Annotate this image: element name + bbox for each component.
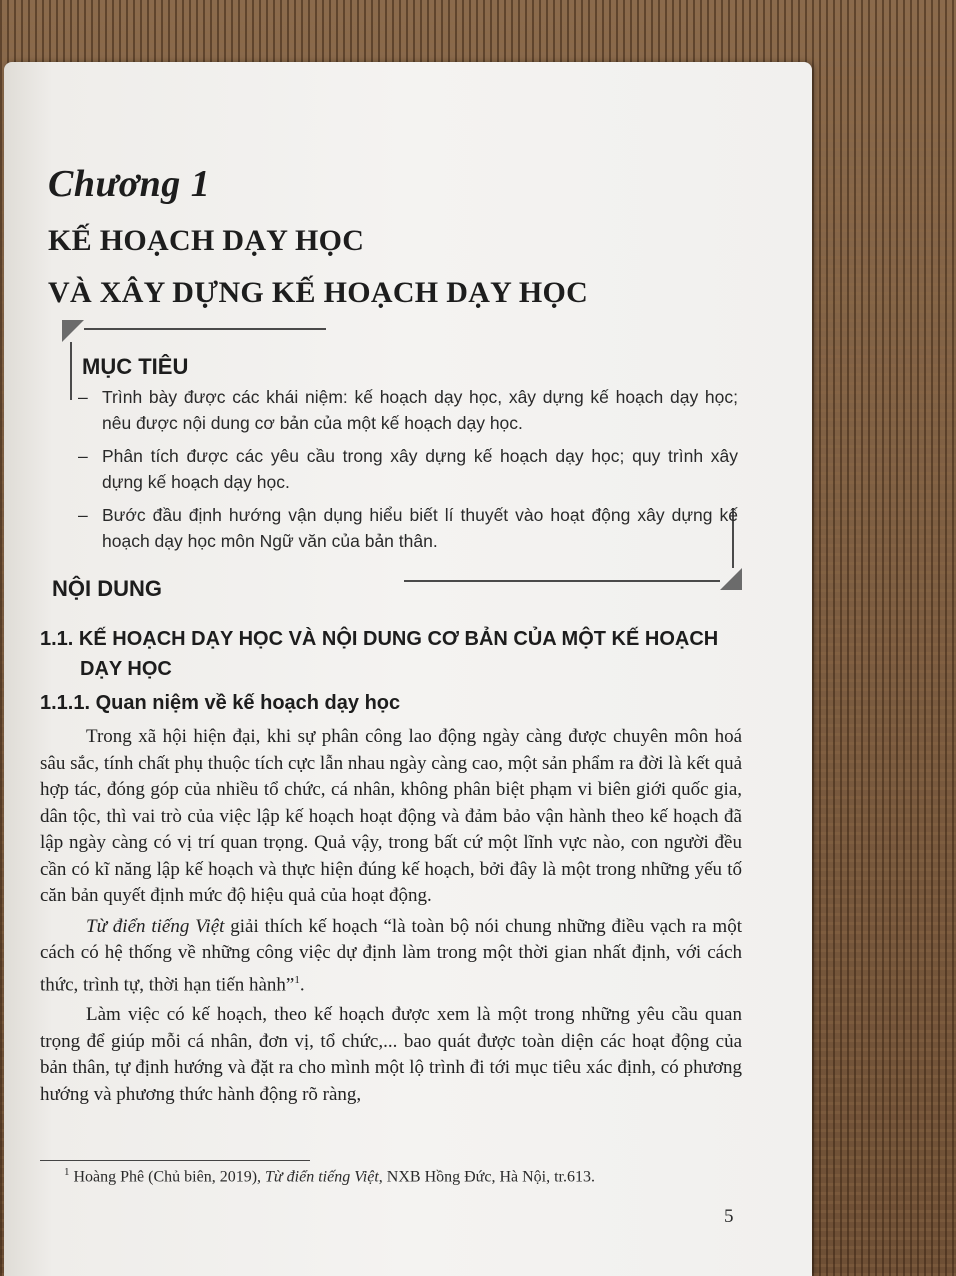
chapter-title-line-1: KẾ HOẠCH DẠY HỌC	[48, 224, 365, 257]
list-item	[78, 502, 738, 554]
section-heading-1-1	[40, 624, 760, 684]
body-text	[40, 724, 742, 1112]
list-item	[78, 443, 738, 495]
paragraph-1: Trong xã hội hiện đại, khi sự phân công lao động ngày càng được chuyên môn hoá sâu sắc, tính chất phụ thuộc tích cực lẫn nhau ngày càng cao, một sản phẩm ra đời là kết quả hợp tác, đóng góp của nhiều tổ chức, cá nhân, không phân biệt phạm vi biên giới quốc gia, dân tộc, thì vai trò của việc lập kế hoạch hoạt động và đảm bảo vận hành theo kế hoạch đã lập ngày càng có vị trí quan trọng. Quả vậy, trong bất cứ một lĩnh vực nào, con người đều cần có kĩ năng lập kế hoạch và thực hiện đúng kế hoạch, bởi đây là một trong những yếu tố căn bản quyết định mức độ hiệu quả của hoạt động.	[40, 726, 743, 906]
footnote-text-before: Hoàng Phê (Chủ biên, 2019),	[69, 1168, 266, 1186]
paragraph-2-end: .	[299, 973, 305, 995]
objectives-heading: MỤC TIÊU	[82, 354, 189, 379]
section-heading-1-1-line-2: DẠY HỌC	[80, 658, 172, 680]
list-item	[78, 384, 738, 436]
dash-bullet: –	[78, 387, 88, 407]
frame-corner-top-left	[62, 320, 84, 342]
frame-line-left	[70, 342, 72, 400]
section-heading-1-1-1: 1.1.1. Quan niệm về kế hoạch dạy học	[40, 692, 401, 714]
footnote-ref: 1	[294, 973, 300, 986]
objective-text-1: Trình bày được các khái niệm: kế hoạch dạy học, xây dựng kế hoạch dạy học; nêu được nội dung cơ bản của một kế hoạch dạy học.	[102, 387, 738, 433]
frame-corner-bottom-right	[720, 568, 742, 590]
footnote-text-after: , NXB Hồng Đức, Hà Nội, tr.613.	[378, 1168, 595, 1186]
dictionary-title-italic: Từ điển tiếng Việt	[86, 915, 225, 937]
paragraph-3: Làm việc có kế hoạch, theo kế hoạch được xem là một trong những yêu cầu quan trọng để giúp mỗi cá nhân, đơn vị, tổ chức,... bao quát được toàn diện các hoạt động của bản thân, tự định hướng và đặt ra cho mình một lộ trình đi tới mục tiêu xác định, có phương hướng và phương thức hành động rõ ràng,	[40, 1004, 742, 1105]
paragraph-2-text: giải thích kế hoạch “là toàn bộ nói chung những điều vạch ra một cách có hệ thống về những công việc dự định làm trong một thời gian nhất định, với cách thức, trình tự, thời hạn tiến hành”	[40, 915, 742, 995]
frame-line-top	[84, 328, 326, 330]
chapter-label: Chương 1	[48, 163, 211, 205]
dash-bullet: –	[78, 505, 88, 525]
footnote	[64, 1166, 595, 1186]
section-heading-1-1-line-1: 1.1. KẾ HOẠCH DẠY HỌC VÀ NỘI DUNG CƠ BẢN CỦA MỘT KẾ HOẠCH	[40, 628, 719, 650]
dash-bullet: –	[78, 446, 88, 466]
footnote-mark: 1	[64, 1166, 70, 1178]
footnote-title-italic: Từ điển tiếng Việt	[265, 1168, 379, 1186]
objectives-list	[78, 384, 738, 561]
objective-text-3: Bước đầu định hướng vận dụng hiểu biết lí thuyết vào hoạt động xây dựng kế hoạch dạy học môn Ngữ văn của bản thân.	[102, 505, 738, 551]
chapter-title-line-2: VÀ XÂY DỰNG KẾ HOẠCH DẠY HỌC	[48, 276, 589, 309]
frame-line-bottom	[404, 580, 720, 582]
paragraph-2	[40, 914, 742, 999]
objective-text-2: Phân tích được các yêu cầu trong xây dựng kế hoạch dạy học; quy trình xây dựng kế hoạch dạy học.	[102, 446, 738, 492]
content-heading: NỘI DUNG	[52, 576, 162, 601]
page-number: 5	[724, 1206, 734, 1227]
footnote-rule	[40, 1160, 310, 1161]
